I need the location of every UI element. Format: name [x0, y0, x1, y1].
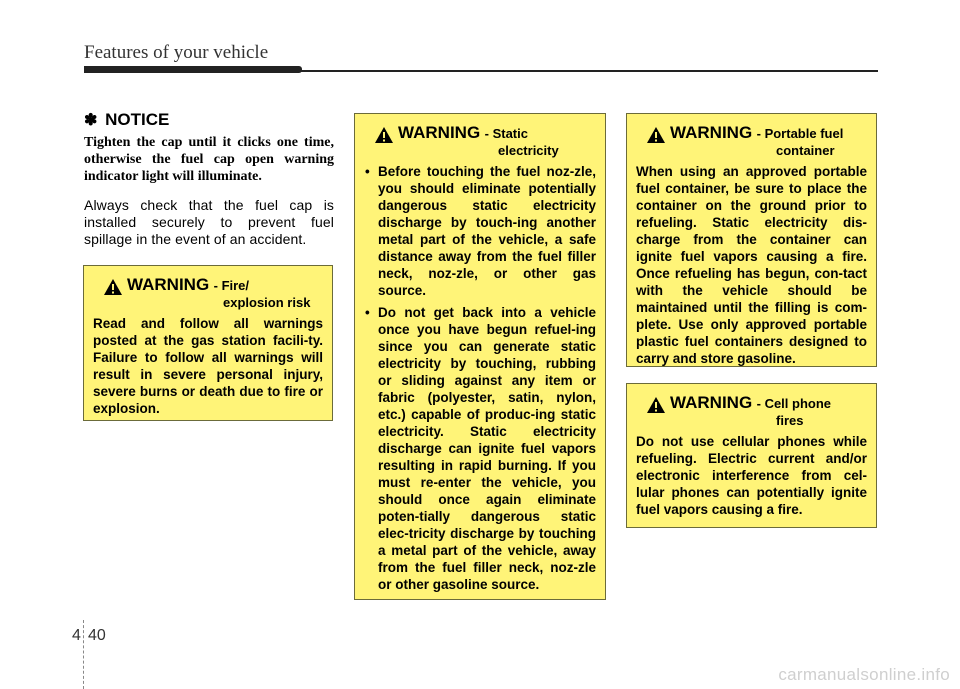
warning-box-cell-phone	[626, 383, 877, 528]
warning-heading	[364, 123, 596, 159]
notice-star-icon: ✽	[84, 112, 98, 129]
header-rule	[300, 70, 878, 72]
warning-subtitle-line2: fires	[776, 413, 804, 428]
warning-triangle-icon	[103, 278, 123, 296]
warning-subtitle: - Portable fuel	[756, 126, 844, 141]
notice-bold-text: Tighten the cap until it clicks one time, otherwise the fuel cap open warning indicator light will illuminate.	[84, 135, 334, 184]
warning-triangle-icon	[646, 126, 666, 144]
warning-word: WARNING	[670, 393, 753, 412]
warning-heading	[93, 275, 323, 311]
warning-heading	[636, 393, 867, 429]
list-item: • Do not get back into a vehicle once you have begun refuel-ing since you can generate static electricity by touching, rubbing or sliding against any item or fabric (polyester, satin, nylon, etc.) capable of produc-ing static electricity. Static electricity discharge can ignite fuel vapors resulting in rapid burning. If you must re-enter the vehicle, you should once again eliminate poten-tially dangerous static elec-tricity discharge by touching a metal part of the vehicle, away from the fuel filler neck, noz-zle or other gasoline source.	[365, 305, 596, 592]
warning-word: WARNING	[127, 275, 210, 294]
warning-bullet-list	[364, 163, 596, 593]
header-rule-thick	[84, 66, 302, 73]
page-divider	[83, 620, 84, 689]
warning-subtitle-line2: explosion risk	[223, 295, 311, 310]
notice-heading	[84, 110, 334, 131]
warning-text: Read and follow all warnings posted at the gas station facili-ty. Failure to follow all warnings will result in severe personal injury, severe burns or death due to fire or explosion.	[93, 316, 323, 416]
warning-subtitle: - Static	[484, 126, 528, 141]
notice-section	[84, 110, 334, 248]
notice-body-text: Always check that the fuel cap is installed securely to prevent fuel spillage in the event of an accident.	[84, 197, 334, 247]
warning-subtitle-line2: electricity	[498, 143, 559, 158]
warning-triangle-icon	[374, 126, 394, 144]
warning-word: WARNING	[398, 123, 481, 142]
warning-triangle-icon	[646, 396, 666, 414]
warning-text: Do not use cellular phones while refueling. Electric current and/or electronic interference from cel-lular phones can potentially ignite fuel vapors causing a fire.	[636, 434, 867, 517]
warning-text: When using an approved portable fuel container, be sure to place the container on the ground prior to refueling. Static electricity dis-charge from the container can ignite fuel vapors causing a fire. Once refueling has begun, con-tact with the vehicle should be maintained until the filling is com-plete. Use only approved portable plastic fuel containers designed to carry and store gasoline.	[636, 164, 867, 366]
warning-box-static	[354, 113, 606, 600]
warning-subtitle: - Cell phone	[756, 396, 832, 411]
page-number: 40	[88, 627, 106, 644]
page-title: Features of your vehicle	[84, 42, 269, 63]
warning-subtitle-line2: container	[776, 143, 835, 158]
warning-subtitle: - Fire/	[213, 278, 250, 293]
warning-box-portable-container	[626, 113, 877, 367]
watermark: carmanualsonline.info	[778, 665, 950, 684]
warning-word: WARNING	[670, 123, 753, 142]
warning-box-fire	[83, 265, 333, 421]
notice-title: NOTICE	[105, 110, 170, 129]
list-item: • Before touching the fuel noz-zle, you should eliminate potentially dangerous static electricity discharge by touch-ing another metal part of the vehicle, a safe distance away from the fuel filler neck, noz-zle, or other gas source.	[365, 164, 596, 298]
warning-heading	[636, 123, 867, 159]
chapter-number: 4	[72, 627, 81, 644]
